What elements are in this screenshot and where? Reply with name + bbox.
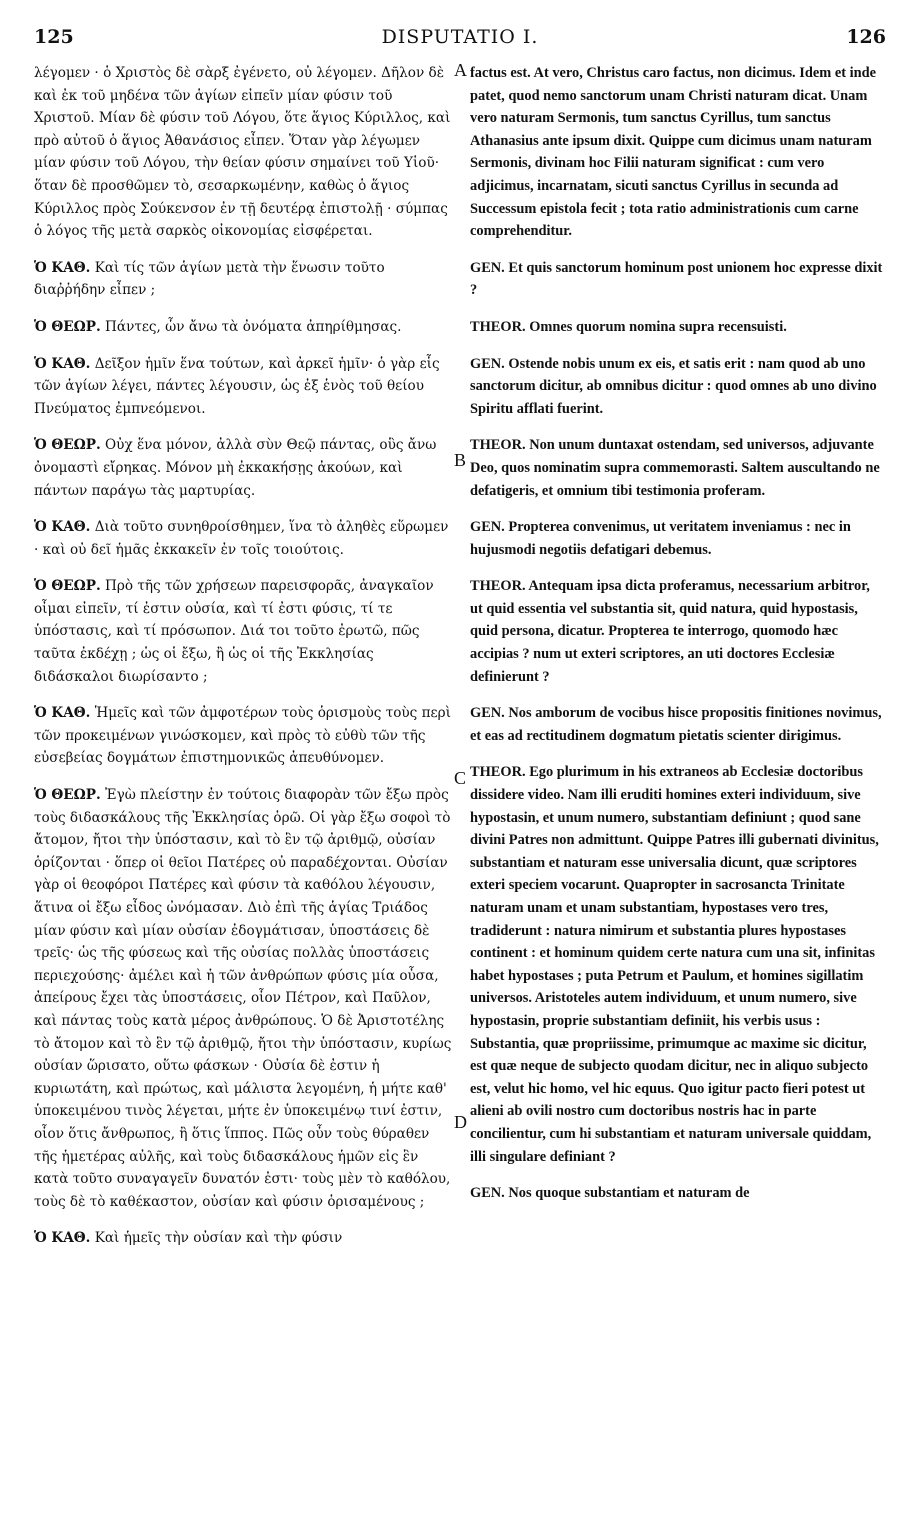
paragraph-text: Δεῖξον ἡμῖν ἕνα τούτων, καὶ ἀρκεῖ ἡμῖν· ὁ γὰρ εἷς τῶν ἁγίων λέγει, πάντες λέγουσιν, ὡς ἐξ ἑνὸς τοῦ θείου Πνεύματος ἐμπνεόμενοι. [34, 355, 440, 417]
paragraph-text: Omnes quorum nomina supra recensuisti. [529, 318, 787, 335]
latin-paragraph [470, 575, 886, 688]
greek-paragraph [34, 784, 454, 1213]
greek-paragraph [34, 575, 454, 688]
latin-paragraph [470, 516, 886, 561]
greek-paragraph [34, 353, 454, 421]
speaker-label: THEOR. [470, 437, 526, 454]
paragraph-text: Ἡμεῖς καὶ τῶν ἀμφοτέρων τοὺς ὁρισμοὺς τοὺς περὶ τῶν προκειμένων γινώσκομεν, καὶ πρὸς τὸ εὐθὺ τῶν τῆς εὐσεβείας δογμάτων ἐπιστημονικῶς ἀπευθύνομεν. [34, 705, 451, 767]
speaker-label: THEOR. [470, 318, 526, 335]
left-page-number: 125 [34, 26, 74, 48]
latin-column [470, 62, 886, 1219]
latin-paragraph [470, 702, 886, 747]
greek-paragraph [34, 257, 454, 302]
paragraph-text: Διὰ τοῦτο συνηθροίσθημεν, ἵνα τὸ ἀληθὲς εὕρωμεν · καὶ οὐ δεῖ ἡμᾶς ἐκκακεῖν ἐν τοῖς τοιούτοις. [34, 519, 449, 558]
greek-paragraph [34, 1227, 454, 1250]
greek-paragraph [34, 316, 454, 339]
speaker-label: Ὁ ΘΕΩΡ. [34, 787, 101, 804]
speaker-label: Ὁ ΚΑΘ. [34, 519, 91, 536]
margin-marker-c: C [454, 768, 467, 788]
paragraph-text: λέγομεν · ὁ Χριστὸς δὲ σὰρξ ἐγένετο, οὐ λέγομεν. Δῆλον δὲ καὶ ἐκ τοῦ μηδένα τῶν ἁγίων εἰπεῖν μίαν φύσιν τοῦ Χριστοῦ. Μίαν δὲ φύσιν τοῦ Λόγου, ὅτε ἅγιος Κύριλλος, καὶ πρὸ αὐτοῦ ὁ ἅγιος Ἀθανάσιος εἶπεν. Ὅταν γὰρ λέγωμεν μίαν φύσιν τοῦ Λόγου, τὴν θείαν φύσιν σημαίνει τοῦ Υἱοῦ· ὅταν δὲ προσθῶμεν τὸ, σεσαρκωμένην, καθὼς ὁ ἅγιος Κύριλλος πρὸς Σούκενσον ἐν τῇ δευτέρᾳ ἐπιστολῇ · σύμπας ὁ λόγος τῆς μετὰ σαρκὸς οἰκονομίας εἰσφέρεται. [34, 65, 451, 240]
speaker-label: Ὁ ΚΑΘ. [34, 1230, 91, 1247]
latin-paragraph [470, 316, 886, 339]
paragraph-text: Καὶ τίς τῶν ἁγίων μετὰ τὴν ἕνωσιν τοῦτο διαῤῥήδην εἶπεν ; [34, 259, 385, 299]
latin-paragraph [470, 1182, 886, 1205]
paragraph-text: factus est. At vero, Christus caro factus, non dicimus. Idem et inde patet, quod nemo sanctorum unam Christi naturam dicat. Unam vero naturam Sermonis, tum sanctus Cyrillus, tum sanctus Athanasius ante ipsum dixit. Quippe cum dicimus unam naturam Sermonis, divinam hoc Filii naturam significat : cum vero adjicimus, incarnatam, sicuti sanctus Cyrillus in secunda ad Successum epistola fecit ; tota ratio administrationis cum carne comprehenditur. [470, 65, 876, 240]
speaker-label: GEN. [470, 705, 505, 722]
greek-paragraph [34, 62, 454, 243]
running-title: DISPUTATIO I. [381, 26, 539, 48]
paragraph-text: Nos amborum de vocibus hisce propositis finitiones novimus, et eas ad rectitudinem dogmatum pietatis scienter dirigimus. [470, 705, 882, 744]
paragraph-text: Propterea convenimus, ut veritatem inveniamus : nec in hujusmodi negotiis defatigari debemus. [470, 519, 851, 558]
page-header [34, 26, 886, 56]
latin-paragraph [470, 62, 886, 243]
paragraph-text: Ostende nobis unum ex eis, et satis erit : nam quod ab uno sanctorum dicitur, ab omnibus dicitur : quod omnes ab uno divino Spiritu afflati fuerint. [470, 355, 877, 417]
speaker-label: GEN. [470, 259, 505, 276]
latin-paragraph [470, 257, 886, 302]
speaker-label: Ὁ ΚΑΘ. [34, 355, 91, 372]
margin-marker-a: A [454, 60, 467, 80]
margin-marker-d: D [454, 1112, 467, 1132]
greek-column [34, 62, 454, 1264]
paragraph-text: Antequam ipsa dicta proferamus, necessarium arbitror, ut quid essentia vel substantia sit, quid natura, quid hypostasis, quid persona, dicatur. Propterea te interrogo, quomodo hæc accipias ? num ut exteri scriptores, an uti doctores Ecclesiæ definierunt ? [470, 578, 870, 685]
greek-paragraph [34, 516, 454, 561]
right-page-number: 126 [846, 26, 886, 48]
paragraph-text: Οὐχ ἕνα μόνον, ἀλλὰ σὺν Θεῷ πάντας, οὓς ἄνω ὀνομαστὶ εἴρηκας. Μόνον μὴ ἐκκακήσῃς ἀκούων, καὶ πάντων παράγω τὰς μαρτυρίας. [34, 437, 437, 499]
latin-paragraph [470, 434, 886, 502]
margin-marker-b: B [454, 450, 467, 470]
paragraph-text: Nos quoque substantiam et naturam de [508, 1185, 750, 1202]
latin-paragraph [470, 761, 886, 1168]
paragraph-text: Ego plurimum in his extraneos ab Ecclesiæ doctoribus dissidere video. Nam illi eruditi homines exteri individuum, sive hypostasin, et unum numero, substantiam definiunt ; quod sane divini Patres non admittunt. Quippe Patres illi gubernati divinitus, substantiam et naturam esse universalia dicunt, quæ scriptores exteri speciem vocarunt. Quapropter in sacrosancta Trinitate naturam unam et unam substantiam, hypostases vero tres, tradiderunt : natura nimirum et substantia plures hypostases continent : et hominum quidem certe natura cum una sit, infinitas habet hypostases ; puta Petrum et Paulum, et homines sigillatim universos. Aristoteles autem individuum, et unum numero, sive hypostasin, proprie substantiam definiit, his verbis usus : Substantia, quæ propriissime, primumque ac maxime sic dicitur, est quæ neque de subjecto quodam dicitur, nec in aliquo subjecto est, velut hic homo, vel hic equus. Quo igitur pacto fieri potest ut alieni ab ovili nostro cum doctoribus nostris hac in parte concilientur, cum hi substantiam et naturam universale quiddam, illi singulare definiant ? [470, 764, 879, 1165]
paragraph-text: Non unum duntaxat ostendam, sed universos, adjuvante Deo, quos nominatim supra commemorasti. Saltem auscultando ne defatigeris, et omnium tibi testimonia proferam. [470, 437, 880, 499]
greek-paragraph [34, 434, 454, 502]
paragraph-text: Πρὸ τῆς τῶν χρήσεων παρεισφορᾶς, ἀναγκαῖον οἶμαι εἰπεῖν, τί ἐστιν οὐσία, καὶ τί ἐστι φύσις, τί τε ὑπόστασις, καὶ τί πρόσωπον. Διά τοι τοῦτο ἐρωτῶ, πῶς ταῦτα ἐκδέχῃ ; ὡς οἱ ἔξω, ἢ ὡς οἱ τῆς Ἐκκλησίας διδάσκαλοι διωρίσαντο ; [34, 578, 434, 685]
speaker-label: GEN. [470, 519, 505, 536]
paragraph-text: Καὶ ἡμεῖς τὴν οὐσίαν καὶ τὴν φύσιν [94, 1230, 343, 1247]
speaker-label: Ὁ ΚΑΘ. [34, 705, 91, 722]
speaker-label: Ὁ ΘΕΩΡ. [34, 437, 101, 454]
speaker-label: GEN. [470, 355, 505, 372]
paragraph-text: Et quis sanctorum hominum post unionem hoc expresse dixit ? [470, 259, 883, 299]
latin-paragraph [470, 353, 886, 421]
speaker-label: THEOR. [470, 764, 526, 781]
speaker-label: Ὁ ΚΑΘ. [34, 259, 91, 276]
speaker-label: THEOR. [470, 578, 526, 595]
greek-paragraph [34, 702, 454, 770]
speaker-label: Ὁ ΘΕΩΡ. [34, 318, 101, 335]
paragraph-text: Πάντες, ὧν ἄνω τὰ ὀνόματα ἀπηρίθμησας. [105, 318, 402, 335]
speaker-label: GEN. [470, 1185, 505, 1202]
speaker-label: Ὁ ΘΕΩΡ. [34, 578, 101, 595]
paragraph-text: Ἐγὼ πλείστην ἐν τούτοις διαφορὰν τῶν ἔξω πρὸς τοὺς διδασκάλους τῆς Ἐκκλησίας ὁρῶ. Οἱ γὰρ ἔξω σοφοὶ τὸ ἄτομον, ἤτοι τὴν ὑπόστασιν, καὶ τὸ ἓν τῷ ἀριθμῷ, οὐσίαν ὁρίζονται · ὅπερ οἱ θεῖοι Πατέρες οὐ παραδέχονται. Οὐσίαν γὰρ οἱ θεοφόροι Πατέρες καὶ φύσιν τὰ καθόλου λέγουσιν, ἅτινα οἱ ἔξω εἶδος ὠνόμασαν. Διὸ ἐπὶ τῆς ἁγίας Τριάδος μίαν φύσιν καὶ μίαν οὐσίαν ἐδογμάτισαν, ὑποστάσεις δὲ τρεῖς· ὡς τῆς φύσεως καὶ τῆς οὐσίας πολλὰς ὑποστάσεις περιεχούσης· ἀμέλει καὶ ἡ τῶν ἀνθρώπων φύσις μία οὖσα, ἀπείρους ἔχει τὰς ὑποστάσεις, οἷον Πέτρον, καὶ Παῦλον, καὶ πάντας τοὺς κατὰ μέρος ἀνθρώπους. Ὁ δὲ Ἀριστοτέλης τὸ ἄτομον καὶ τὸ ἓν τῷ ἀριθμῷ, ἤτοι τὴν ὑπόστασιν, κυρίως οὐσίαν ὥρισατο, οὕτω φάσκων · Οὐσία δὲ ἐστιν ἡ κυριωτάτη, καὶ πρώτως, καὶ μάλιστα λεγομένη, ἡ μήτε καθ' ὑποκειμένου τινὸς λέγεται, μήτε ἐν ὑποκειμένῳ τινί ἐστιν, οἷον ὅτις ἄνθρωπος, ἢ ὅτις ἵππος. Πῶς οὖν τοὺς θύραθεν τῆς ἡμετέρας αὐλῆς, καὶ τοὺς διδασκάλους ἡμῶν εἰς ἓν κατὰ τοῦτο συναγαγεῖν δυνατόν ἐστι· τοὺς μὲν τὸ καθόλου, τοὺς δὲ τὸ καθέκαστον, οὐσίαν καὶ φύσιν ὁρισαμένους ; [34, 787, 452, 1210]
